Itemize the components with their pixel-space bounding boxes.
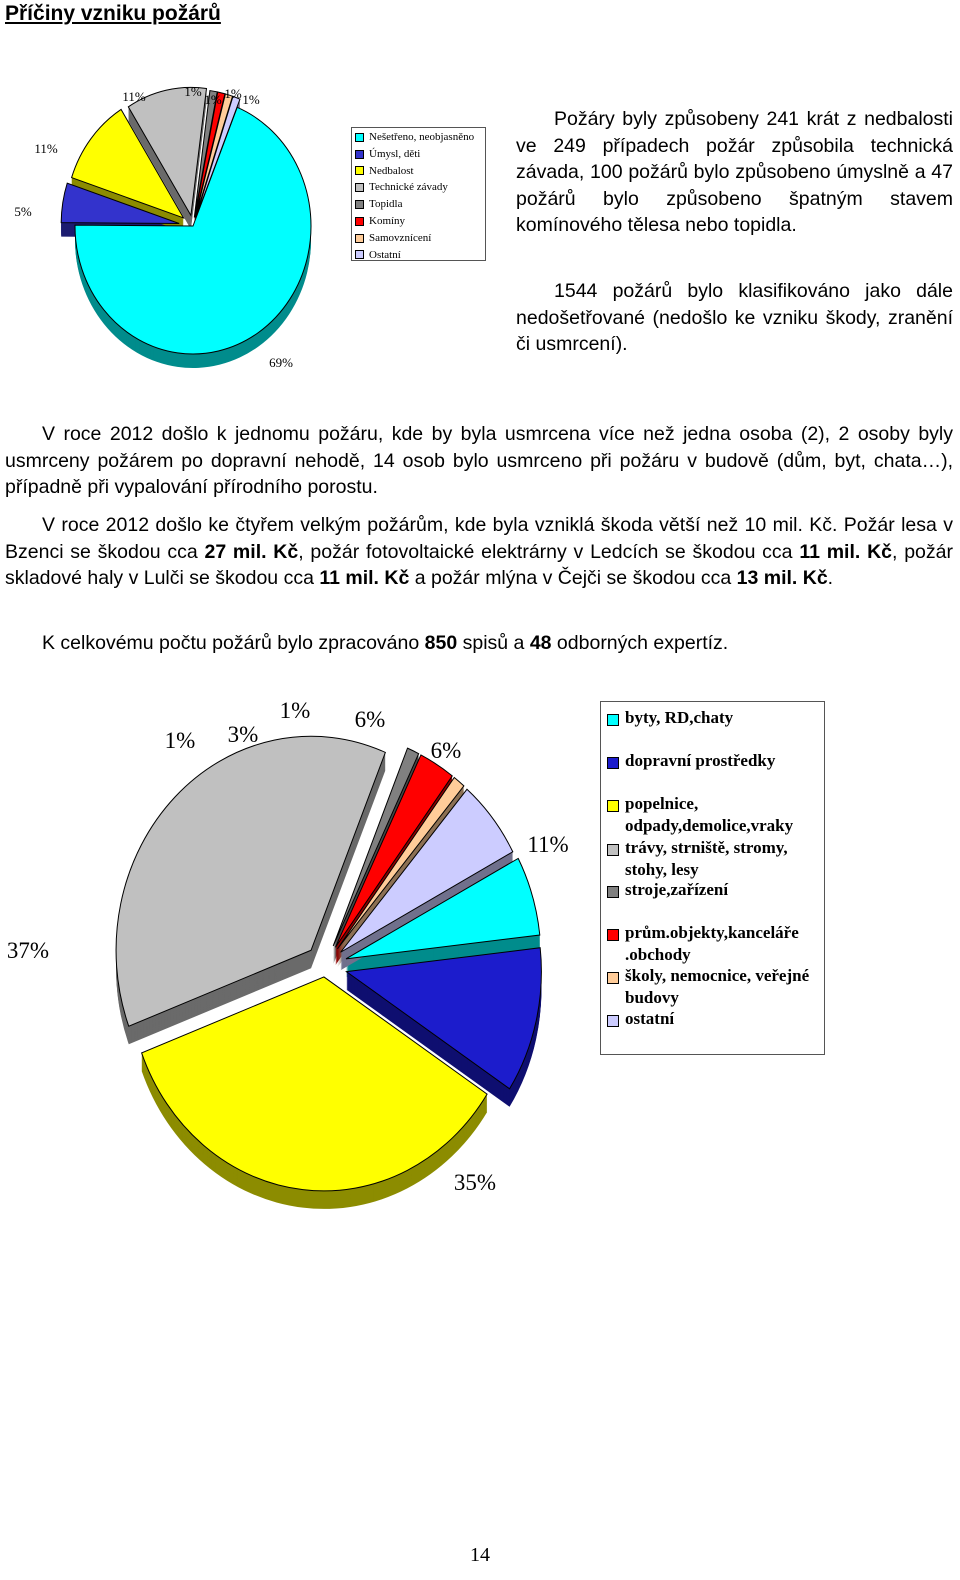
body-paragraph-2: V roce 2012 došlo ke čtyřem velkým požárům, kde byla vzniklá škoda větší než 10 mil. Kč. Požár lesa v Bzenci se škodou cca 27 mil. Kč, požár fotovoltaické elektrárny v Ledcích se škodou cca 11 mil. Kč, požár skladové haly v Lulči se škodou cca 11 mil. Kč a požár mlýna v Čejči se škodou cca 13 mil. Kč. [5,514,953,589]
legend-label: Topidla [369,198,403,211]
pie-data-label: 1% [279,698,311,723]
legend-label: dopravní prostředky [625,751,776,770]
legend-label: školy, nemocnice, veřejné budovy [625,966,810,1007]
legend-swatch [607,972,619,984]
side-paragraph-1: Požáry byly způsobeny 241 krát z nedbalosti ve 249 případech požár způsobila technická závada, 100 požárů bylo způsobeno úmyslně a 47 požárů bylo způsobeno špatným stavem komínového tělesa nebo topidla. [516,108,953,236]
legend-swatch [355,133,364,142]
legend-swatch [355,250,364,259]
pie-chart-1 [14,84,311,370]
legend-item [355,129,485,146]
pie-data-label: 69% [269,355,293,370]
legend-swatch [355,150,364,159]
pie-chart-2 [7,698,569,1209]
pie-data-label: 1% [224,86,242,101]
pie-data-label: 1% [184,84,202,99]
legend-label: Ostatní [369,248,401,261]
pie-data-label: 35% [453,1170,497,1195]
legend-label: popelnice, odpady,demolice,vraky [625,794,794,835]
legend-swatch [607,929,619,941]
legend-swatch [355,166,364,175]
body-paragraph-3: K celkovému počtu požárů bylo zpracováno 850 spisů a 48 odborných expertíz. [42,632,729,654]
legend-item [355,213,485,230]
body-paragraph-1: V roce 2012 došlo k jednomu požáru, kde by byla usmrcena více než jedna osoba (2), 2 osoby byly usmrceny požárem po dopravní nehodě, 14 osob bylo usmrceno při požáru v budově (dům, byt, chata…), případně při vypalování přírodního porostu. [5,423,953,498]
pie-data-label: 11% [527,832,569,857]
legend-item [607,707,823,729]
legend-item [355,230,485,247]
legend-item [607,922,823,965]
legend-swatch [607,714,619,726]
legend-label: Úmysl, děti [369,147,421,160]
legend-swatch [355,200,364,209]
legend-label: Komíny [369,214,406,227]
legend-swatch [607,757,619,769]
legend-swatch [355,217,364,226]
legend-swatch [607,844,619,856]
legend-label: trávy, strniště, stromy, stohy, lesy [625,838,788,879]
chart1-legend [351,127,486,261]
legend-label: Technické závady [369,181,448,194]
legend-swatch [607,800,619,812]
page-title: Příčiny vzniku požárů [5,2,221,25]
legend-item [607,965,823,1008]
pie-data-label: 1% [242,92,260,107]
pie-data-label: 3% [227,722,259,747]
legend-item [355,179,485,196]
legend-label: ostatní [625,1009,675,1028]
legend-item [355,163,485,180]
legend-item [607,879,823,901]
legend-label: Nedbalost [369,164,414,177]
page-number: 14 [470,1544,490,1566]
legend-item [607,793,823,836]
pie-data-label: 11% [122,89,146,104]
pie-data-label: 11% [34,141,58,156]
pie-data-label: 1% [164,728,196,753]
pie-data-label: 37% [6,938,50,963]
legend-swatch [355,234,364,243]
legend-item [607,837,823,880]
legend-item [607,750,823,772]
legend-label: stroje,zařízení [625,880,729,899]
legend-swatch [607,1015,619,1027]
legend-label: prům.objekty,kanceláře .obchody [625,923,799,964]
legend-label: Nešetřeno, neobjasněno [369,131,475,143]
legend-swatch [355,183,364,192]
legend-label: Samovznícení [369,231,432,244]
legend-item [607,1008,823,1030]
legend-swatch [607,886,619,898]
pie-data-label: 5% [14,204,32,219]
legend-item [355,146,485,163]
legend-label: byty, RD,chaty [625,708,734,727]
chart2-legend [600,701,825,1055]
legend-item [355,247,485,264]
pie-data-label: 1% [204,92,222,107]
pie-data-label: 6% [354,707,386,732]
legend-item [355,196,485,213]
pie-data-label: 6% [430,738,462,763]
side-paragraph-2: 1544 požárů bylo klasifikováno jako dále nedošetřované (nedošlo ke vzniku škody, zranění či usmrcení). [516,280,953,355]
